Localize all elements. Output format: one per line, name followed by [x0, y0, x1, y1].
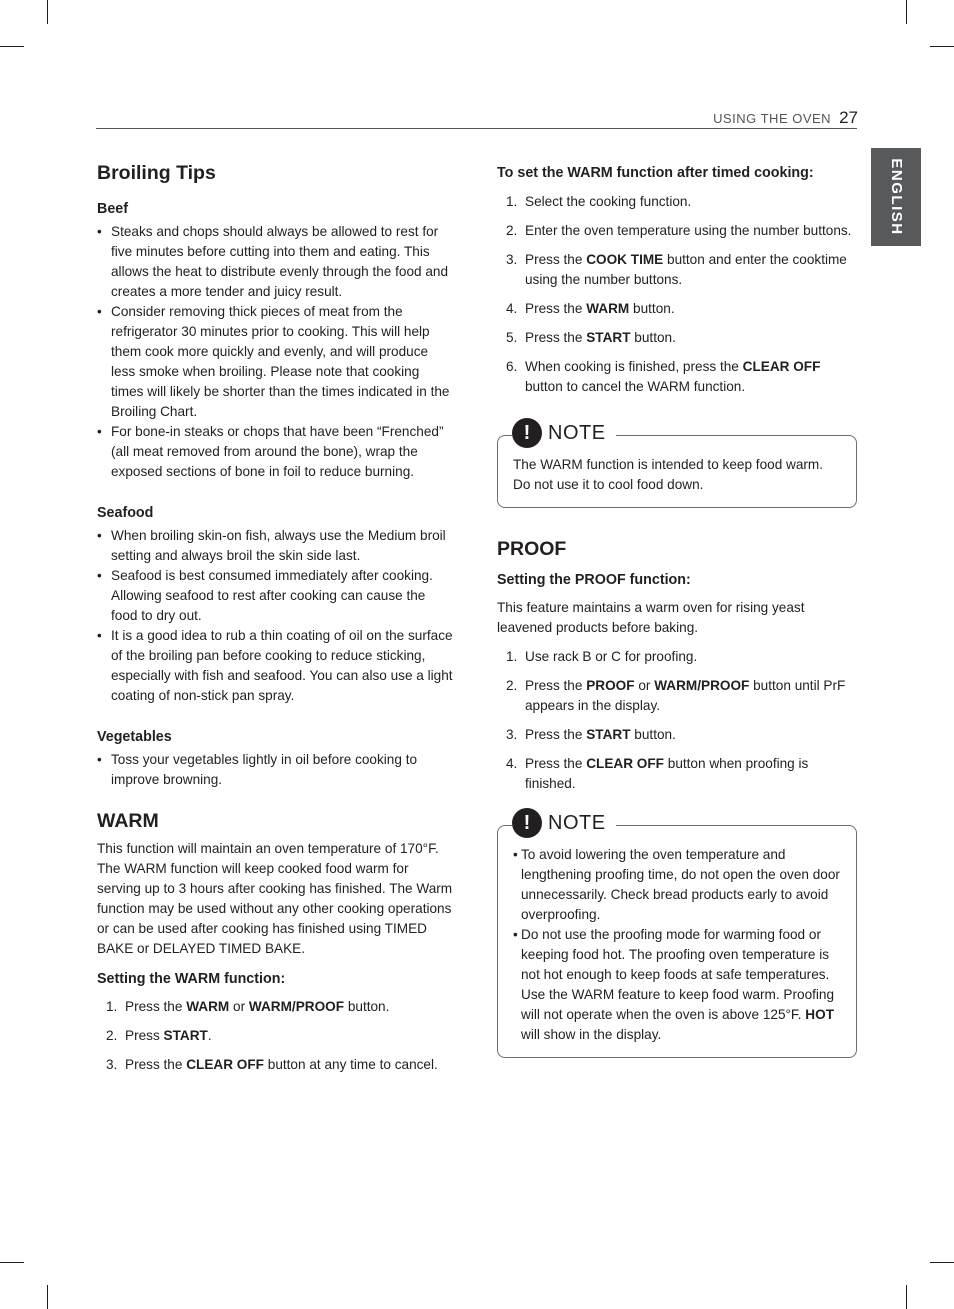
button-name: WARM/PROOF — [654, 678, 750, 693]
step-text: Press the — [125, 1057, 187, 1072]
button-name: WARM/PROOF — [248, 999, 345, 1014]
page-number: 27 — [839, 108, 858, 127]
step-number: 6. — [506, 359, 518, 374]
step-text: Press the — [125, 999, 187, 1014]
step-number: 5. — [506, 330, 518, 345]
step-number: 2. — [506, 678, 518, 693]
step-text: Press the — [525, 301, 587, 316]
crop-mark — [906, 1285, 907, 1309]
step-text: Press — [125, 1028, 164, 1043]
note-header — [512, 808, 616, 838]
step-item — [497, 725, 857, 745]
running-header — [713, 108, 858, 129]
step-text: When cooking is finished, press the — [525, 359, 743, 374]
crop-mark — [47, 0, 48, 24]
step-number: 3. — [106, 1057, 118, 1072]
button-name: PROOF — [586, 678, 635, 693]
button-name: START — [586, 330, 631, 345]
warm-setting-heading: Setting the WARM function: — [97, 971, 286, 987]
button-name: START — [586, 727, 631, 742]
note-item-text: To avoid lowering the oven temperature and lengthening proofing time, do not open the oven door unnecessarily. Check bread products early to avoid overproofing. — [521, 847, 840, 922]
step-item — [497, 250, 857, 290]
step-text: button at any time to cancel. — [263, 1057, 438, 1072]
beef-heading: Beef — [97, 201, 128, 217]
step-number: 4. — [506, 301, 518, 316]
step-number: 3. — [506, 252, 518, 267]
step-item — [497, 754, 857, 794]
note-item-text: Do not use the proofing mode for warming food or keeping food hot. The proofing oven temperature is not hot enough to keep foods at safe temperatures. Use the WARM feature to keep food warm. Proofing will not operate when the oven is above 125°F. — [521, 927, 835, 1022]
note-list — [513, 845, 841, 1045]
warm-note-box — [497, 422, 857, 508]
crop-mark — [906, 0, 907, 24]
step-item — [497, 357, 857, 397]
button-name: START — [163, 1028, 208, 1043]
header-rule — [96, 128, 857, 129]
step-item — [497, 299, 857, 319]
step-text: . — [207, 1028, 212, 1043]
list-item — [513, 925, 841, 1045]
note-title: NOTE — [548, 422, 606, 444]
button-name: WARM — [186, 999, 230, 1014]
right-column — [497, 160, 857, 1058]
step-item — [497, 676, 857, 716]
step-text: Press the — [525, 756, 587, 771]
step-item — [97, 1055, 453, 1075]
warm-timed-heading: To set the WARM function after timed cooking: — [497, 165, 814, 181]
button-name: CLEAR OFF — [742, 359, 821, 374]
button-name: CLEAR OFF — [586, 756, 664, 771]
step-item — [97, 1026, 453, 1046]
step-text: Use rack B or C for proofing. — [525, 649, 698, 664]
button-name: CLEAR OFF — [186, 1057, 264, 1072]
proof-note-box — [497, 812, 857, 1058]
left-column — [97, 160, 453, 1084]
step-number: 2. — [506, 223, 518, 238]
warm-intro: This function will maintain an oven temperature of 170°F. The WARM function will keep cooked food warm for serving up to 3 hours after cooking has finished. The Warm function may be used without any other cooking operations or can be used after cooking has finished using TIMED BAKE or DELAYED TIMED BAKE. — [97, 841, 453, 956]
step-text: Press the — [525, 252, 587, 267]
step-text: or — [229, 999, 249, 1014]
step-text: button when proofing is finished. — [525, 756, 809, 791]
crop-mark — [930, 1262, 954, 1263]
crop-mark — [0, 1262, 24, 1263]
step-number: 1. — [506, 649, 518, 664]
step-text: button until PrF appears in the display. — [525, 678, 846, 713]
warm-heading: WARM — [97, 810, 159, 832]
beef-list — [97, 222, 453, 482]
step-item — [97, 997, 453, 1017]
step-text: Press the — [525, 678, 587, 693]
step-text: Select the cooking function. — [525, 194, 692, 209]
note-item-text: will show in the display. — [521, 1027, 662, 1042]
step-text: button. — [630, 727, 676, 742]
warm-steps — [97, 997, 453, 1075]
step-text: button and enter the cooktime using the number buttons. — [525, 252, 847, 287]
section-title: USING THE OVEN — [713, 111, 832, 126]
step-number: 3. — [506, 727, 518, 742]
button-name: WARM — [586, 301, 630, 316]
step-text: button to cancel the WARM function. — [525, 379, 746, 394]
exclamation-icon: ! — [512, 418, 542, 448]
seafood-list — [97, 526, 453, 706]
note-header — [512, 418, 616, 448]
crop-mark — [930, 46, 954, 47]
note-title: NOTE — [548, 812, 606, 834]
step-number: 4. — [506, 756, 518, 771]
step-item — [497, 192, 857, 212]
vegetables-heading: Vegetables — [97, 729, 172, 745]
step-item — [497, 647, 857, 667]
button-name: COOK TIME — [586, 252, 664, 267]
step-text: button. — [630, 330, 676, 345]
language-tab-label: ENGLISH — [888, 158, 905, 236]
list-item — [513, 845, 841, 925]
step-number: 1. — [106, 999, 118, 1014]
list-item: • It is a good idea to rub a thin coating of oil on the surface of the broiling pan before cooking to reduce sticking, especially with fish and seafood. You can also use a light coating of non-stick pan spray. — [97, 626, 453, 706]
list-item: • Consider removing thick pieces of meat from the refrigerator 30 minutes prior to cooking. This will help them cook more quickly and evenly, and will produce less smoke when broiling. Please note that cooking times will likely be shorter than the times indicated in the Broiling Chart. — [97, 302, 453, 422]
warm-timed-steps — [497, 192, 857, 397]
list-item: • When broiling skin-on fish, always use the Medium broil setting and always broil the skin side last. — [97, 526, 453, 566]
step-text: or — [634, 678, 655, 693]
step-item — [497, 221, 857, 241]
seafood-heading: Seafood — [97, 505, 154, 521]
crop-mark — [0, 46, 24, 47]
step-text: Enter the oven temperature using the number buttons. — [525, 223, 852, 238]
step-number: 1. — [506, 194, 518, 209]
proof-setting-heading: Setting the PROOF function: — [497, 572, 691, 588]
list-item: • Toss your vegetables lightly in oil before cooking to improve browning. — [97, 750, 453, 790]
vegetables-list — [97, 750, 453, 790]
proof-steps — [497, 647, 857, 794]
list-item: • Seafood is best consumed immediately after cooking. Allowing seafood to rest after cooking can cause the food to dry out. — [97, 566, 453, 626]
proof-heading: PROOF — [497, 538, 567, 560]
note-text: The WARM function is intended to keep food warm. Do not use it to cool food down. — [513, 457, 824, 492]
list-item: • For bone-in steaks or chops that have been “Frenched” (all meat removed from around the bone), wrap the exposed sections of bone in foil to reduce burning. — [97, 422, 453, 482]
list-item: • Steaks and chops should always be allowed to rest for five minutes before cutting into them and eating. This allows the heat to distribute evenly through the food and creates a more tender and juicy result. — [97, 222, 453, 302]
step-text: Press the — [525, 727, 587, 742]
exclamation-icon: ! — [512, 808, 542, 838]
step-item — [497, 328, 857, 348]
step-text: button. — [629, 301, 675, 316]
proof-intro: This feature maintains a warm oven for rising yeast leavened products before baking. — [497, 600, 805, 635]
display-indicator: HOT — [805, 1007, 834, 1022]
step-number: 2. — [106, 1028, 118, 1043]
language-tab — [871, 148, 921, 246]
broiling-tips-heading: Broiling Tips — [97, 162, 216, 184]
crop-mark — [47, 1285, 48, 1309]
step-text: Press the — [525, 330, 587, 345]
step-text: button. — [344, 999, 390, 1014]
